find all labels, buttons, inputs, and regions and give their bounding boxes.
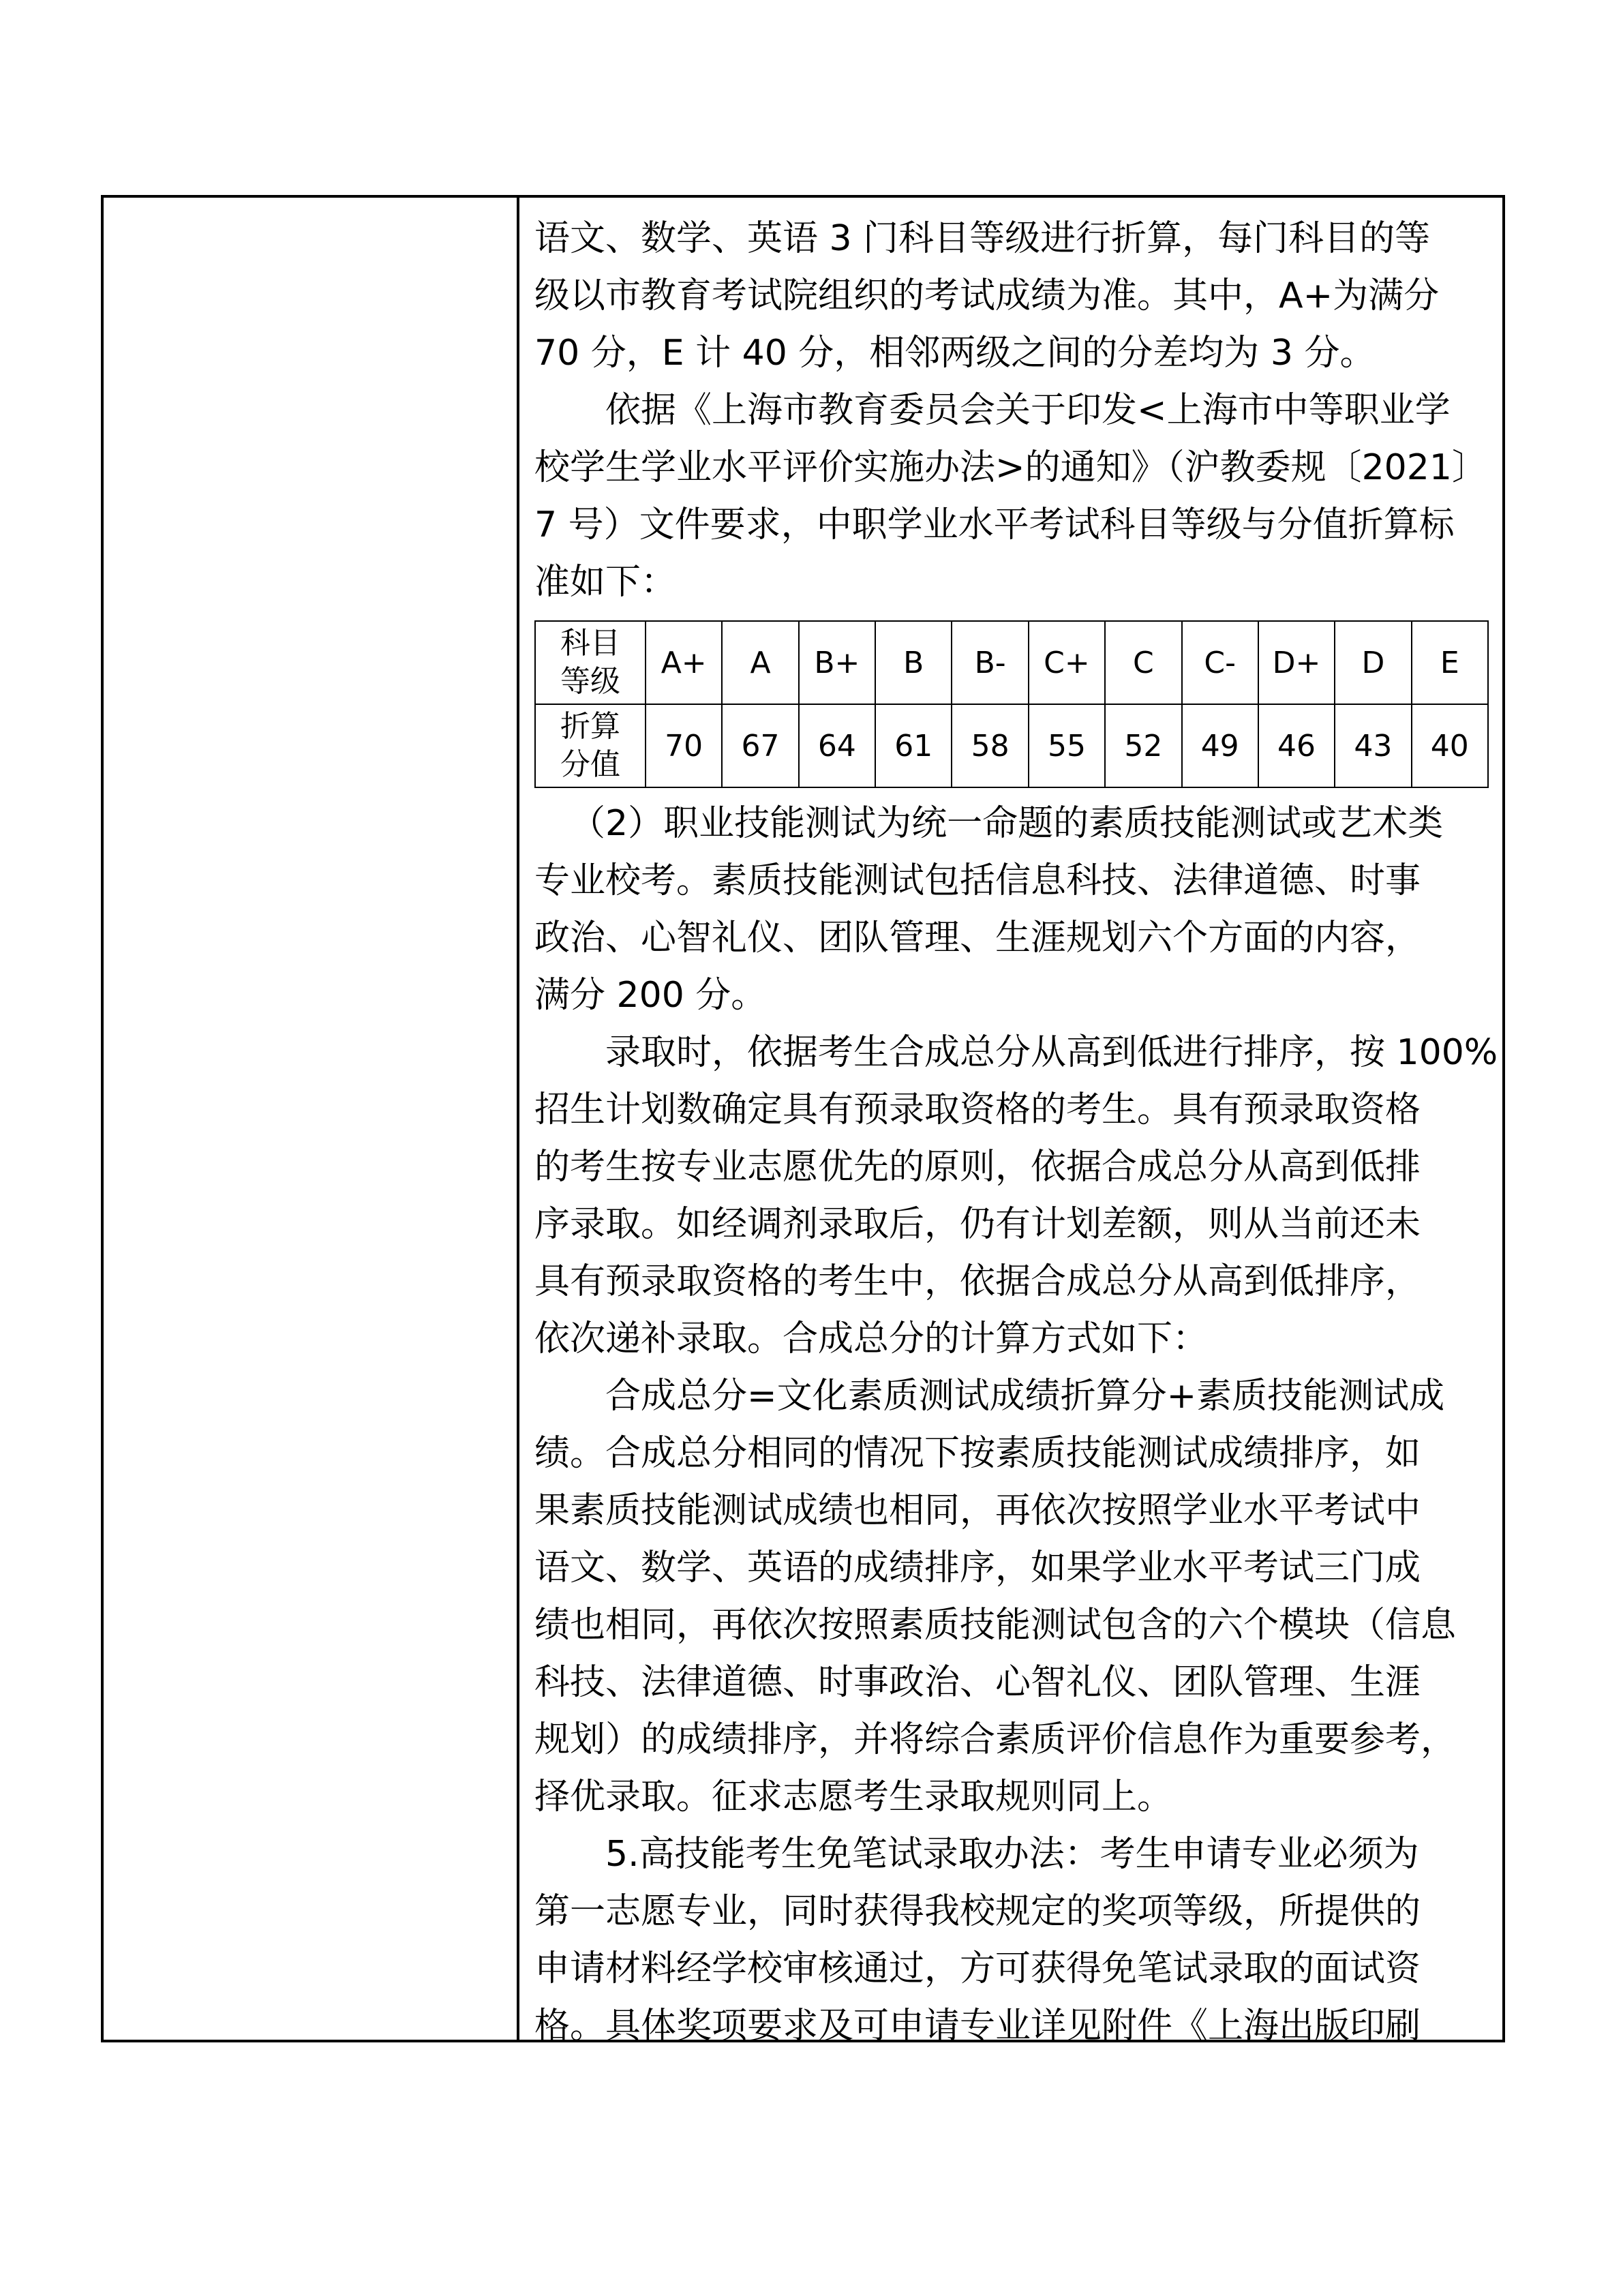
grade-cell: E <box>1412 621 1488 704</box>
text-line: 序录取。如经调剂录取后，仍有计划差额，则从当前还未 <box>534 1204 1421 1245</box>
intro-paragraph <box>534 198 1486 382</box>
admission-paragraph <box>534 1024 1498 1368</box>
grade-cell: C+ <box>1029 621 1105 704</box>
basis-paragraph <box>534 382 1486 611</box>
text-line: 招生计划数确定具有预录取资格的考生。具有预录取资格 <box>534 1089 1421 1130</box>
text-line: 规划）的成绩排序，并将综合素质评价信息作为重要参考， <box>534 1719 1457 1760</box>
text-line: 合成总分=文化素质测试成绩折算分+素质技能测试成 <box>605 1376 1445 1417</box>
text-line: 满分 200 分。 <box>534 975 767 1016</box>
text-line: 语文、数学、英语的成绩排序，如果学业水平考试三门成 <box>534 1547 1421 1588</box>
score-cell: 55 <box>1029 704 1105 787</box>
score-header-cell <box>535 704 646 787</box>
score-header-line: 分值 <box>560 747 620 782</box>
text-line: 依次递补录取。合成总分的计算方式如下： <box>534 1318 1209 1359</box>
text-line: 校学生学业水平评价实施办法>的通知》（沪教委规〔2021〕 <box>534 447 1487 488</box>
grade-cell: D+ <box>1258 621 1335 704</box>
skill-test-paragraph <box>534 795 1486 1024</box>
text-line: 准如下： <box>534 562 677 603</box>
text-line: 择优录取。征求志愿考生录取规则同上。 <box>534 1777 1173 1817</box>
text-line: 依据《上海市教育委员会关于印发<上海市中等职业学 <box>605 390 1451 431</box>
formula-paragraph <box>534 1368 1486 1826</box>
score-cell: 46 <box>1258 704 1335 787</box>
grade-cell: B- <box>952 621 1028 704</box>
document-table-frame <box>101 195 1505 2046</box>
text-line: 绩也相同，再依次按照素质技能测试包含的六个模块（信息 <box>534 1605 1457 1646</box>
score-cell: 70 <box>646 704 722 787</box>
text-line: 5.高技能考生免笔试录取办法：考生申请专业必须为 <box>605 1834 1419 1875</box>
score-cell: 64 <box>799 704 875 787</box>
text-line: 7 号）文件要求，中职学业水平考试科目等级与分值折算标 <box>534 504 1455 545</box>
grade-row <box>535 621 1488 704</box>
grade-score-table <box>534 620 1489 788</box>
text-line: 绩。合成总分相同的情况下按素质技能测试成绩排序，如 <box>534 1433 1421 1474</box>
grade-cell: B+ <box>799 621 875 704</box>
score-cell: 52 <box>1105 704 1181 787</box>
grade-cell: C- <box>1182 621 1258 704</box>
text-line: 申请材料经学校审核通过，方可获得免笔试录取的面试资 <box>534 1948 1421 1989</box>
score-cell: 43 <box>1335 704 1411 787</box>
text-line: 的考生按专业志愿优先的原则，依据合成总分从高到低排 <box>534 1147 1421 1188</box>
grade-cell: B <box>875 621 952 704</box>
text-line: 专业校考。素质技能测试包括信息科技、法律道德、时事 <box>534 860 1421 901</box>
text-line: 政治、心智礼仪、团队管理、生涯规划六个方面的内容， <box>534 918 1421 958</box>
exemption-paragraph <box>534 1826 1486 2055</box>
grade-cell: D <box>1335 621 1411 704</box>
text-line: 果素质技能测试成绩也相同，再依次按照学业水平考试中 <box>534 1490 1421 1531</box>
grade-header-line: 科目 <box>560 626 620 661</box>
text-line: 录取时，依据考生合成总分从高到低进行排序，按 100% <box>605 1032 1498 1073</box>
text-line: 70 分，E 计 40 分，相邻两级之间的分差均为 3 分。 <box>534 333 1376 374</box>
score-row <box>535 704 1488 787</box>
left-empty-column <box>104 198 519 2040</box>
grade-header-cell <box>535 621 646 704</box>
grade-cell: C <box>1105 621 1181 704</box>
text-line: 具有预录取资格的考生中，依据合成总分从高到低排序， <box>534 1261 1421 1302</box>
grade-cell: A+ <box>646 621 722 704</box>
grade-header-line: 等级 <box>560 664 620 699</box>
grade-cell: A <box>722 621 798 704</box>
score-cell: 67 <box>722 704 798 787</box>
score-cell: 49 <box>1182 704 1258 787</box>
text-line: 科技、法律道德、时事政治、心智礼仪、团队管理、生涯 <box>534 1662 1421 1703</box>
text-line: （2）职业技能测试为统一命题的素质技能测试或艺术类 <box>570 803 1444 844</box>
text-line: 第一志愿专业，同时获得我校规定的奖项等级，所提供的 <box>534 1891 1421 1932</box>
score-header-line: 折算 <box>560 709 620 744</box>
score-cell: 40 <box>1412 704 1488 787</box>
score-cell: 58 <box>952 704 1028 787</box>
text-line: 级以市教育考试院组织的考试成绩为准。其中，A+为满分 <box>534 275 1440 316</box>
text-line: 语文、数学、英语 3 门科目等级进行折算，每门科目的等 <box>534 218 1431 259</box>
score-cell: 61 <box>875 704 952 787</box>
text-line: 格。具体奖项要求及可申请专业详见附件《上海出版印刷 <box>534 2006 1421 2046</box>
right-content-column <box>519 198 1502 2046</box>
